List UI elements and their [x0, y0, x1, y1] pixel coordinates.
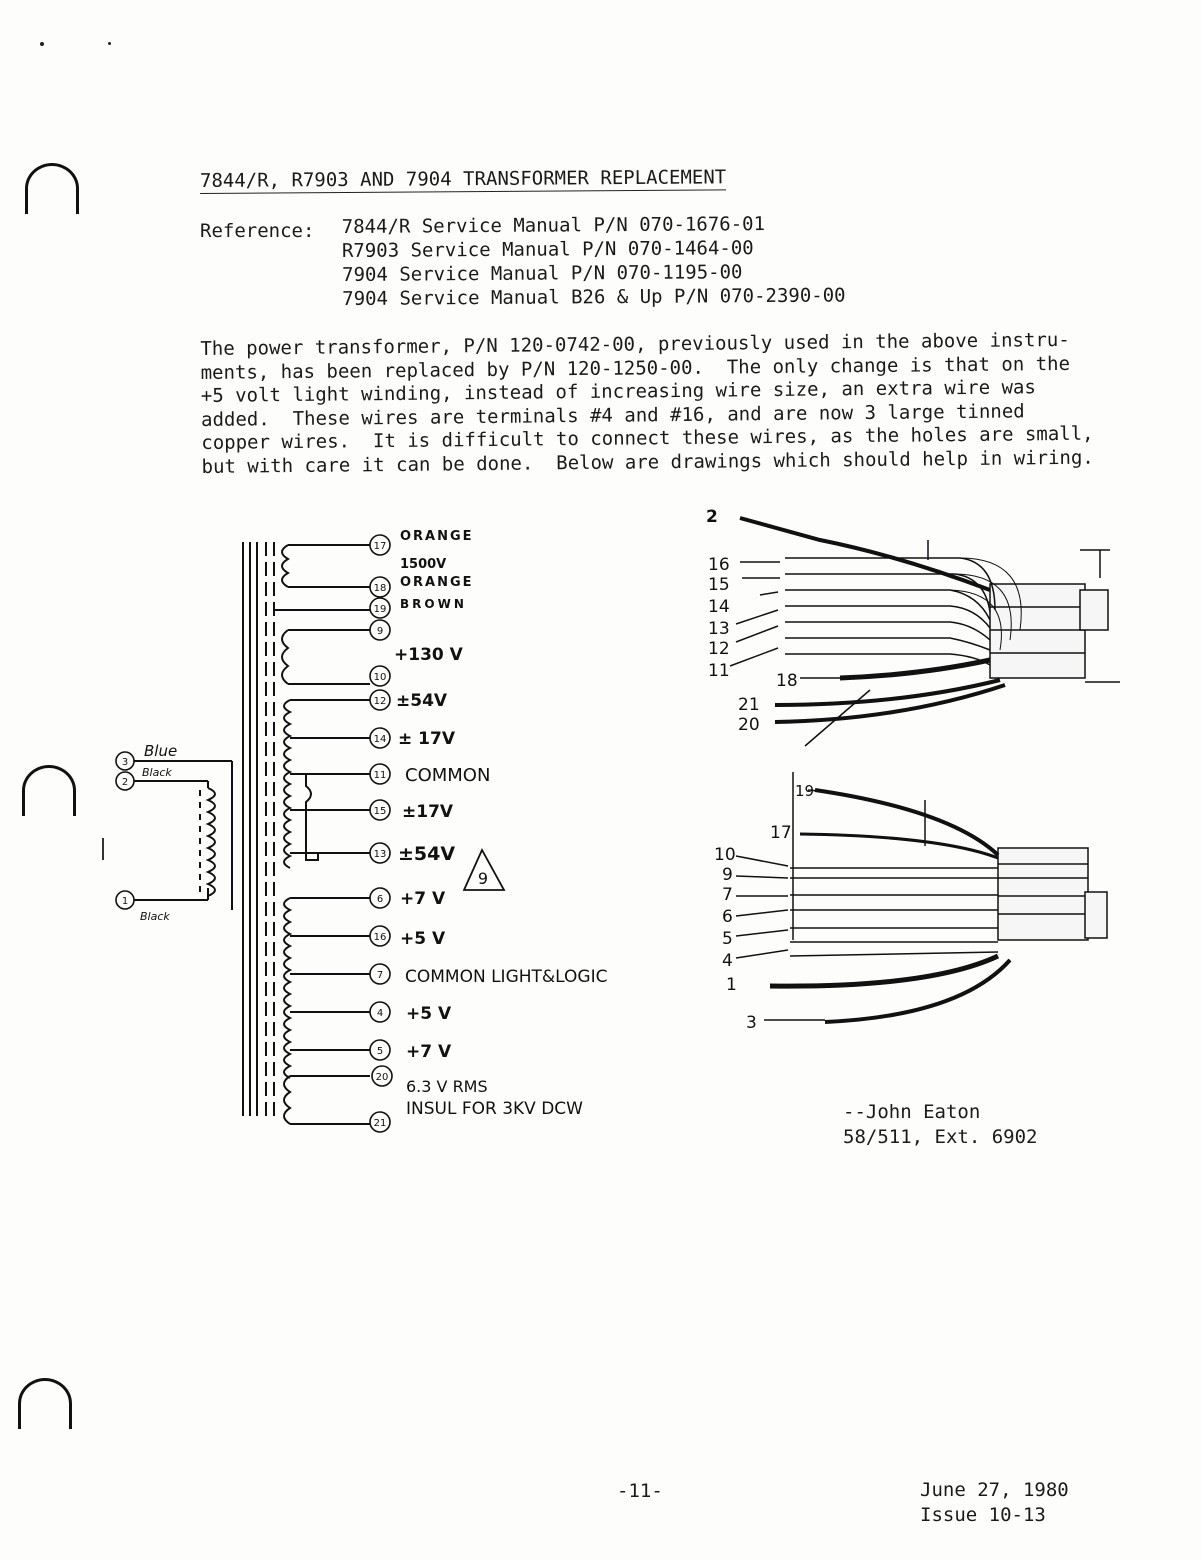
body-line: added. These wires are terminals #4 and #16, and are now 3 large tinned [201, 399, 1025, 431]
terminal-13 [370, 843, 390, 863]
terminal-6 [370, 888, 390, 908]
terminal-9 [370, 620, 390, 640]
coil-light-logic [284, 898, 290, 1078]
reference-item: 7904 Service Manual P/N 070-1195-00 [342, 261, 743, 286]
transformer-schematic [100, 520, 680, 1140]
label-orange-17: ORANGE [400, 529, 474, 544]
svg-text:14: 14 [373, 734, 387, 745]
reference-label: Reference: [200, 220, 315, 242]
terminal-16 [370, 926, 390, 946]
wire-label-13: 13 [708, 619, 730, 639]
label-5v-4: +5 V [406, 1004, 452, 1024]
label-130v: +130 V [394, 645, 463, 665]
label-1500v: 1500V [400, 557, 447, 572]
wire-label-9: 9 [722, 865, 733, 885]
terminal-12 [370, 690, 390, 710]
label-7v-6: +7 V [400, 889, 446, 909]
svg-text:18: 18 [373, 583, 387, 594]
binder-hole-top [25, 163, 79, 214]
wire-label-7: 7 [722, 885, 733, 905]
coil-6.3v [284, 1076, 370, 1124]
wire-label-10: 10 [714, 845, 736, 865]
label-7v-5: +7 V [406, 1042, 452, 1062]
wire-label-3: 3 [746, 1013, 757, 1033]
svg-text:10: 10 [373, 672, 387, 683]
terminal-11 [370, 764, 390, 784]
svg-text:13: 13 [373, 849, 387, 860]
connector-drawings [700, 500, 1120, 1040]
svg-text:15: 15 [373, 806, 387, 817]
label-black-1: Black [140, 910, 170, 923]
signature [843, 1100, 1037, 1150]
label-54v-13: ±54V [398, 843, 456, 865]
reference-item: 7904 Service Manual B26 & Up P/N 070-2390-00 [342, 284, 846, 310]
label-common-light-logic: COMMON LIGHT&LOGIC [405, 967, 608, 987]
label-orange-18: ORANGE [400, 575, 474, 590]
wire-label-20: 20 [738, 715, 760, 735]
label-common: COMMON [405, 765, 491, 786]
coil-17-18 [282, 545, 370, 587]
terminal-15 [370, 800, 390, 820]
label-blue: Blue [144, 742, 178, 760]
svg-text:1: 1 [121, 896, 129, 907]
speck [40, 42, 44, 46]
label-brown: BROWN [400, 597, 467, 611]
wire-label-11: 11 [708, 661, 730, 681]
label-6.3v: 6.3 V RMS [406, 1077, 488, 1096]
body-line: +5 volt light winding, instead of increasing wire size, an extra wire was [200, 376, 1036, 408]
svg-text:9: 9 [477, 869, 489, 888]
coil-54-17 [284, 700, 290, 868]
terminal-18 [370, 577, 390, 597]
label-black-2: Black [142, 766, 172, 779]
svg-text:21: 21 [373, 1118, 387, 1129]
signature-name: --John Eaton [843, 1101, 981, 1123]
terminal-10 [370, 666, 390, 686]
svg-text:7: 7 [376, 970, 384, 981]
binder-hole-middle [22, 765, 76, 816]
wire-label-5: 5 [722, 929, 733, 949]
terminal-3 [116, 752, 134, 770]
body-paragraph [200, 328, 1131, 479]
svg-text:16: 16 [373, 932, 387, 943]
wire-label-1: 1 [726, 975, 737, 995]
wire-label-15: 15 [708, 575, 730, 595]
signature-dept: 58/511, Ext. 6902 [843, 1126, 1038, 1148]
wire-label-19: 19 [795, 782, 815, 800]
svg-text:4: 4 [376, 1008, 384, 1019]
footer-date: June 27, 1980 [920, 1479, 1069, 1501]
page-number: -11- [617, 1480, 663, 1502]
wire-label-16: 16 [708, 555, 730, 575]
terminal-20 [372, 1066, 392, 1086]
label-17v-15: ±17V [402, 802, 454, 822]
svg-text:17: 17 [373, 541, 387, 552]
terminal-4 [370, 1002, 390, 1022]
warning-triangle [464, 850, 504, 890]
label-5v-16: +5 V [400, 929, 446, 949]
coil-9-10 [282, 630, 370, 684]
connector-top [730, 518, 1120, 746]
reference-item: 7844/R Service Manual P/N 070-1676-01 [341, 213, 766, 239]
terminal-5 [370, 1040, 390, 1060]
footer-issue: Issue 10-13 [920, 1504, 1046, 1526]
wire-label-12: 12 [708, 639, 730, 659]
primary-coil [208, 788, 215, 896]
wire-label-14: 14 [708, 597, 730, 617]
svg-text:2: 2 [121, 777, 129, 788]
terminal-7 [370, 964, 390, 984]
svg-text:9: 9 [376, 626, 384, 637]
page-title: 7844/R, R7903 AND 7904 TRANSFORMER REPLACEMENT [199, 166, 727, 192]
body-line: The power transformer, P/N 120-0742-00, previously used in the above instru- [200, 328, 1070, 361]
label-17v-14: ± 17V [398, 729, 455, 749]
terminal-21 [370, 1112, 390, 1132]
wire-label-4: 4 [722, 951, 733, 971]
terminal-19 [370, 598, 390, 618]
wire-label-2: 2 [706, 507, 718, 527]
svg-text:12: 12 [373, 696, 387, 707]
footer-date-issue [920, 1478, 1069, 1528]
connector-bottom [736, 772, 1107, 1022]
wire-label-18: 18 [776, 671, 798, 691]
svg-text:19: 19 [373, 604, 387, 615]
terminal-17 [370, 535, 390, 555]
svg-text:6: 6 [376, 894, 384, 905]
label-insul: INSUL FOR 3KV DCW [406, 1099, 583, 1119]
body-line: but with care it can be done. Below are drawings which should help in wiring. [201, 446, 1094, 478]
reference-list [342, 211, 846, 311]
svg-text:11: 11 [373, 770, 387, 781]
body-line: ments, has been replaced by P/N 120-1250-00. The only change is that on the [200, 352, 1071, 384]
speck [108, 42, 111, 45]
label-54v-12: ±54V [396, 691, 448, 711]
svg-text:5: 5 [376, 1046, 384, 1057]
svg-text:3: 3 [121, 757, 129, 768]
terminal-1 [116, 891, 134, 909]
svg-text:20: 20 [375, 1072, 389, 1083]
body-line: copper wires. It is difficult to connect these wires, as the holes are small, [201, 422, 1094, 454]
wire-label-17: 17 [770, 823, 792, 843]
terminal-2 [116, 772, 134, 790]
reference-item: R7903 Service Manual P/N 070-1464-00 [341, 237, 754, 263]
wire-label-21: 21 [738, 695, 760, 715]
terminal-14 [370, 728, 390, 748]
wire-label-6: 6 [722, 907, 733, 927]
binder-hole-bottom [18, 1378, 72, 1429]
